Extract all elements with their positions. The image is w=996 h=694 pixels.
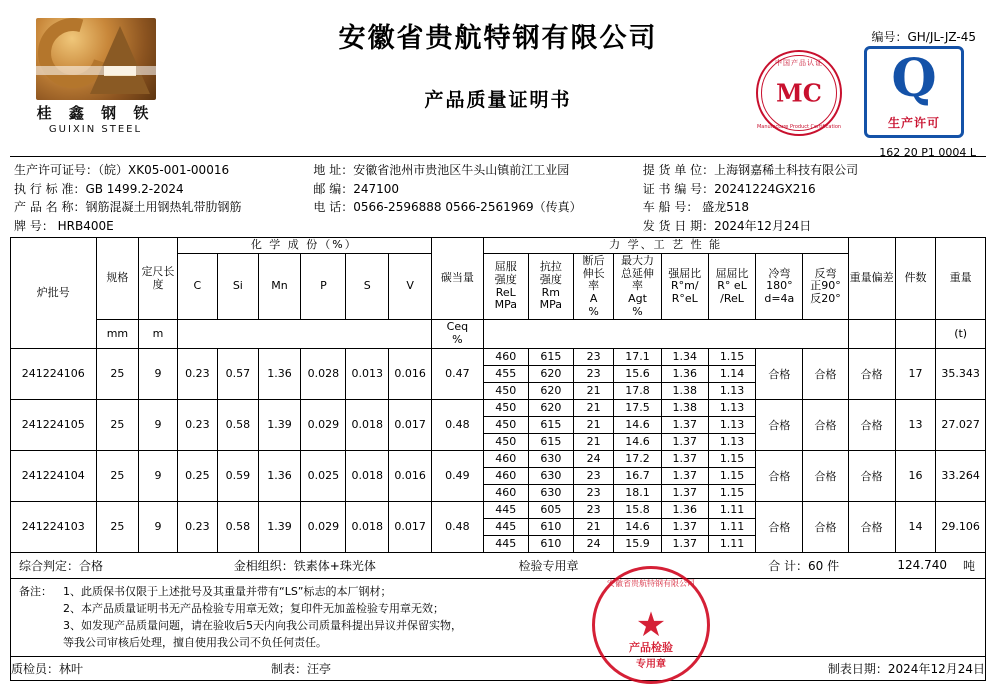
q-seal-mark: Q [891,48,937,109]
cell-elongation: 24 [573,450,614,467]
table-row [11,399,986,416]
stamp-line-2: 专用章 [636,659,666,670]
cell-mn: 1.39 [258,399,301,450]
col-v: V [389,254,432,320]
summary-row [10,553,986,579]
cell-weight-dev: 合格 [848,348,895,399]
col-tensile-strength: 抗拉 强度 Rm MPa [528,254,573,320]
cell-agt: 15.8 [614,501,661,518]
preparer-value: 汪亭 [307,661,332,676]
inspect-seal-cell [510,557,760,574]
cell-bundles: 17 [895,348,936,399]
cell-tensile-strength: 630 [528,467,573,484]
cell-yield-ratio: 1.13 [708,433,755,450]
cell-rebend: 合格 [803,348,848,399]
cell-agt: 16.7 [614,467,661,484]
cell-weight: 35.343 [936,348,986,399]
cell-agt: 18.1 [614,484,661,501]
cell-agt: 14.6 [614,416,661,433]
cell-yield-ratio: 1.11 [708,501,755,518]
cell-bundles: 14 [895,501,936,552]
cell-elongation: 21 [573,382,614,399]
col-spec: 规格 [96,238,139,320]
cell-strength-ratio: 1.37 [661,450,708,467]
cell-mn: 1.36 [258,450,301,501]
remark-line-3: 3、如发现产品质量问题，请在验收后5天内向我公司质量科提出异议并保留实物， [63,618,462,632]
col-heat-no: 炉批号 [11,238,97,348]
cell-elongation: 21 [573,518,614,535]
grade: 牌 号： HRB400E [14,218,114,233]
cell-strength-ratio: 1.38 [661,399,708,416]
cell-p: 0.028 [301,348,346,399]
inspection-table [10,237,986,552]
date-cell [711,660,985,677]
cell-yield-ratio: 1.13 [708,399,755,416]
col-strength-ratio: 强屈比 R°m/ R°eL [661,254,708,320]
info-column-contact [313,161,642,235]
table-head [11,238,986,348]
col-ceq-title: 碳当量 [432,238,484,320]
weight-unit: (t) [936,320,986,348]
cell-tensile-strength: 620 [528,382,573,399]
cell-c: 0.23 [177,348,218,399]
cell-elongation: 21 [573,433,614,450]
cell-heat-no: 241224104 [11,450,97,501]
cell-elongation: 24 [573,535,614,552]
cell-strength-ratio: 1.37 [661,416,708,433]
signature-row [10,657,986,681]
cell-yield-ratio: 1.15 [708,467,755,484]
cell-weight: 27.027 [936,399,986,450]
cell-agt: 15.6 [614,365,661,382]
cell-elongation: 23 [573,484,614,501]
cell-weight-dev: 合格 [848,501,895,552]
cell-weight: 29.106 [936,501,986,552]
cell-yield-ratio: 1.13 [708,382,755,399]
col-si: Si [218,254,259,320]
cell-cold-bend: 合格 [756,450,803,501]
cell-elongation: 23 [573,467,614,484]
cell-yield-strength: 445 [483,518,528,535]
cell-tensile-strength: 610 [528,535,573,552]
q-seal-text: 生产许可 [887,116,940,130]
cell-s: 0.018 [346,501,389,552]
metallo-label: 金相组织： [233,558,294,573]
cell-length: 9 [139,501,177,552]
info-block [10,156,986,237]
col-mech-group: 力 学、工 艺 性 能 [483,238,848,254]
verdict-label: 综合判定： [19,558,80,573]
mc-seal-mark: MC [776,78,822,108]
cell-elongation: 23 [573,365,614,382]
cell-rebend: 合格 [803,450,848,501]
cell-elongation: 21 [573,416,614,433]
remarks-block [10,579,986,657]
product-name: 产 品 名 称：钢筋混凝土用钢热轧带肋钢筋 [14,200,242,215]
company-title: 安徽省贵航特钢有限公司 [338,23,658,54]
cell-yield-strength: 460 [483,348,528,365]
cell-s: 0.013 [346,348,389,399]
cell-tensile-strength: 615 [528,433,573,450]
remark-line-2: 2、本产品质量证明书无产品检验专用章无效；复印件无加盖检验专用章无效； [63,601,444,615]
consignee: 提 货 单 位：上海钢嘉稀土科技有限公司 [642,163,859,177]
cell-agt: 17.8 [614,382,661,399]
cell-strength-ratio: 1.37 [661,433,708,450]
cell-bundles: 13 [895,399,936,450]
cell-ceq: 0.48 [432,501,484,552]
cell-v: 0.016 [389,348,432,399]
preparer-cell [271,660,711,677]
cell-heat-no: 241224103 [11,501,97,552]
cell-yield-ratio: 1.15 [708,348,755,365]
cell-strength-ratio: 1.37 [661,518,708,535]
col-p: P [301,254,346,320]
mc-seal-cn-text: 中国产品认证 [775,59,823,67]
cell-tensile-strength: 620 [528,399,573,416]
cell-elongation: 21 [573,399,614,416]
inspector-label: 质检员： [11,661,60,676]
license-no: 生产许可证号：（皖）XK05-001-00016 [14,163,230,177]
col-rebend: 反弯 正90° 反20° [803,254,848,320]
cell-spec: 25 [96,501,139,552]
cell-yield-strength: 460 [483,467,528,484]
col-elongation: 断后 伸长 率 A % [573,254,614,320]
inspector-value: 林叶 [59,661,84,676]
mech-unit-row [483,320,848,348]
cell-yield-ratio: 1.11 [708,518,755,535]
cell-si: 0.58 [218,399,259,450]
preparer-label: 制表： [271,661,308,676]
cell-tensile-strength: 630 [528,450,573,467]
cell-v: 0.016 [389,450,432,501]
cell-yield-strength: 450 [483,382,528,399]
cell-tensile-strength: 620 [528,365,573,382]
cell-yield-ratio: 1.13 [708,416,755,433]
cell-ceq: 0.49 [432,450,484,501]
table-head-row-3 [11,320,986,348]
total-unit-cell: 吨 [963,558,976,573]
cell-length: 9 [139,399,177,450]
cell-heat-no: 241224106 [11,348,97,399]
cell-agt: 15.9 [614,535,661,552]
cell-yield-strength: 445 [483,535,528,552]
cell-tensile-strength: 630 [528,484,573,501]
chem-unit-row [177,320,431,348]
cell-c: 0.25 [177,450,218,501]
cell-agt: 17.5 [614,399,661,416]
date-value: 2024年12月24日 [887,661,985,676]
cell-p: 0.029 [301,399,346,450]
cell-rebend: 合格 [803,399,848,450]
cell-strength-ratio: 1.37 [661,484,708,501]
cell-bundles: 16 [895,450,936,501]
cell-yield-strength: 460 [483,450,528,467]
cell-strength-ratio: 1.37 [661,535,708,552]
bundles-unit [895,320,936,348]
col-ceq-sym: Ceq % [432,320,484,348]
postcode: 邮 编：247100 [313,181,399,196]
verdict-value: 合格 [79,558,104,573]
barcode-number: 162 20 P1 0004 L [879,146,976,159]
cell-yield-strength: 445 [483,501,528,518]
logo-mark-icon [36,18,156,100]
cell-spec: 25 [96,348,139,399]
col-bundles: 件数 [895,238,936,320]
cell-agt: 17.2 [614,450,661,467]
cell-s: 0.018 [346,399,389,450]
cell-agt: 14.6 [614,433,661,450]
col-length-unit: m [139,320,177,348]
col-yield-ratio: 屈屈比 R° eL /ReL [708,254,755,320]
cell-mn: 1.39 [258,501,301,552]
cell-weight-dev: 合格 [848,399,895,450]
weight-dev-unit [848,320,895,348]
col-chem-group: 化 学 成 份（%） [177,238,431,254]
stamp-line-1: 产品检验 [629,641,673,654]
cell-heat-no: 241224105 [11,399,97,450]
info-column-producer [14,161,313,235]
cell-tensile-strength: 605 [528,501,573,518]
document-header [10,6,986,159]
cell-ceq: 0.48 [432,399,484,450]
info-column-shipment [643,161,982,235]
cell-cold-bend: 合格 [756,348,803,399]
cell-yield-ratio: 1.14 [708,365,755,382]
standard: 执 行 标 准：GB 1499.2-2024 [14,181,184,196]
cell-si: 0.59 [218,450,259,501]
stamp-arc-text: 安徽省贵航特钢有限公司 [607,579,695,588]
table-row [11,348,986,365]
cell-rebend: 合格 [803,501,848,552]
telephone: 电 话：0566-2596888 0566-2561969（传真） [313,200,582,215]
cell-yield-ratio: 1.15 [708,484,755,501]
cell-v: 0.017 [389,501,432,552]
cell-strength-ratio: 1.36 [661,501,708,518]
col-cold-bend: 冷弯 180° d=4a [756,254,803,320]
mc-seal-en-text: Manufacture Product Certification [756,124,842,130]
total-weight-cell: 124.740 [897,558,948,572]
certificate-no: 证 书 编 号：20241224GX216 [642,181,816,196]
cell-spec: 25 [96,399,139,450]
cell-length: 9 [139,348,177,399]
table-body [11,348,986,552]
cell-p: 0.025 [301,450,346,501]
cell-agt: 14.6 [614,518,661,535]
cell-si: 0.58 [218,501,259,552]
col-weight: 重量 [936,238,986,320]
cell-elongation: 23 [573,501,614,518]
logo-chinese-name: 桂 鑫 钢 铁 [36,104,155,122]
cell-tensile-strength: 615 [528,348,573,365]
cell-length: 9 [139,450,177,501]
col-spec-unit: mm [96,320,139,348]
cell-yield-strength: 455 [483,365,528,382]
verdict-cell [11,557,226,574]
cell-tensile-strength: 610 [528,518,573,535]
cell-yield-ratio: 1.11 [708,535,755,552]
cell-weight: 33.264 [936,450,986,501]
cell-spec: 25 [96,450,139,501]
table-head-row-1 [11,238,986,254]
cell-yield-ratio: 1.15 [708,450,755,467]
cell-weight-dev: 合格 [848,450,895,501]
table-row [11,450,986,467]
inspector-cell [11,660,271,677]
col-mn: Mn [258,254,301,320]
table-row [11,501,986,518]
total-label: 合 计： [768,558,809,573]
cell-yield-strength: 450 [483,399,528,416]
cell-c: 0.23 [177,399,218,450]
col-agt: 最大力 总延伸 率 Agt % [614,254,661,320]
cell-tensile-strength: 615 [528,416,573,433]
col-yield-strength: 屈服 强度 ReL MPa [483,254,528,320]
ship-date: 发 货 日 期：2024年12月24日 [642,218,812,233]
logo-english-name: GUIXIN STEEL [48,124,143,135]
col-s: S [346,254,389,320]
cell-p: 0.029 [301,501,346,552]
stamp-star-icon: ★ [635,605,667,645]
cell-agt: 17.1 [614,348,661,365]
metallo-value: 铁素体+珠光体 [293,558,376,573]
cell-yield-strength: 450 [483,416,528,433]
document-subtitle: 产品质量证明书 [424,89,572,111]
date-label: 制表日期： [827,661,888,676]
production-license-seal-icon [864,46,964,138]
cell-yield-strength: 450 [483,433,528,450]
cell-v: 0.017 [389,399,432,450]
metallo-cell [226,557,511,574]
col-c: C [177,254,218,320]
address: 地 址：安徽省池州市贵池区牛头山镇前江工业园 [313,163,570,177]
cell-cold-bend: 合格 [756,399,803,450]
total-count-cell [760,557,865,574]
cell-strength-ratio: 1.36 [661,365,708,382]
cell-mn: 1.36 [258,348,301,399]
cell-elongation: 23 [573,348,614,365]
remark-line-4: 等我公司审核后处理，擅自使用我公司不负任何责任。 [63,635,327,649]
company-logo [28,18,163,135]
cell-c: 0.23 [177,501,218,552]
cell-si: 0.57 [218,348,259,399]
total-count: 60 件 [808,558,840,573]
cell-strength-ratio: 1.38 [661,382,708,399]
cell-yield-strength: 460 [483,484,528,501]
remarks-title: 备注： [19,584,52,598]
remark-line-1: 1、此质保书仅限于上述批号及其重量并带有“LS”标志的本厂钢材； [63,584,392,598]
cell-cold-bend: 合格 [756,501,803,552]
document-number: 编号：GH/JL-JZ-45 [871,30,976,44]
mc-certification-seal-icon [756,50,842,136]
cell-strength-ratio: 1.34 [661,348,708,365]
inspect-seal-label: 检验专用章 [518,558,579,573]
cell-s: 0.018 [346,450,389,501]
vehicle-no: 车 船 号： 盛龙518 [642,200,750,215]
cell-strength-ratio: 1.37 [661,467,708,484]
cell-ceq: 0.47 [432,348,484,399]
col-weight-dev: 重量偏差 [848,238,895,320]
col-length: 定尺长度 [139,238,177,320]
